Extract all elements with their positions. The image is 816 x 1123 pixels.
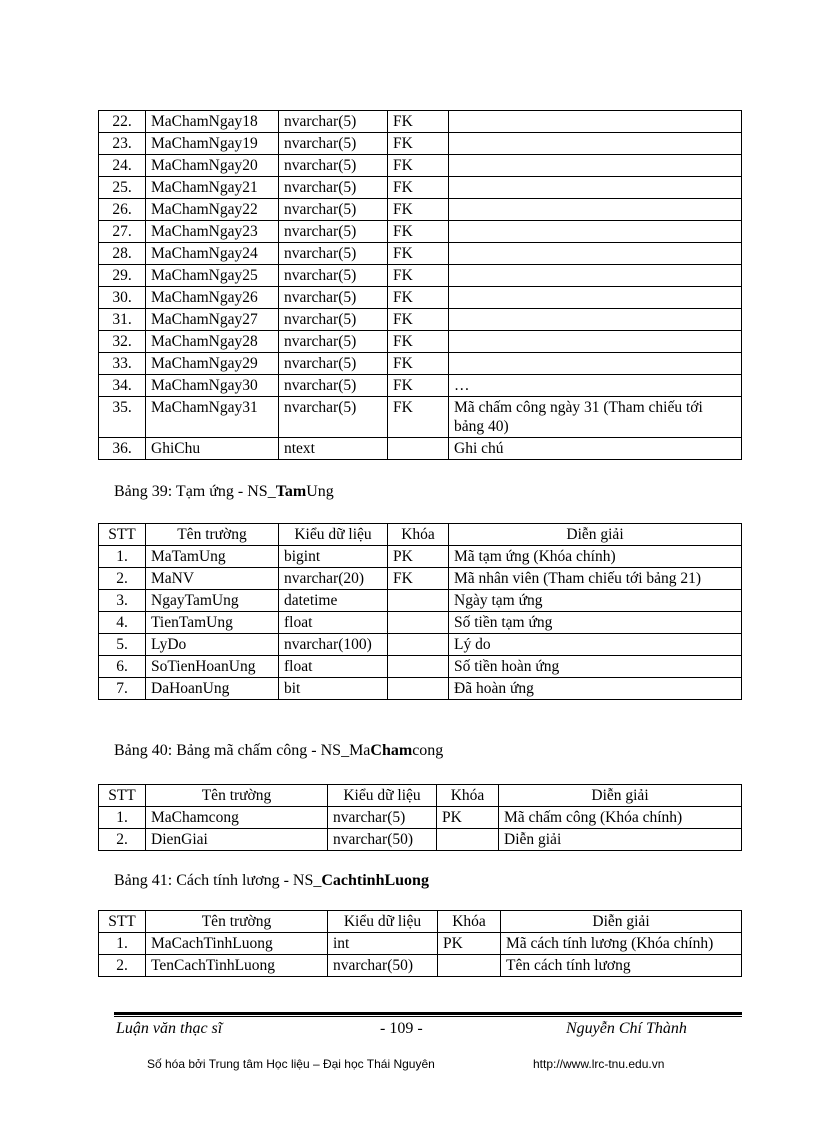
table-cell: 27. (99, 221, 146, 243)
table-40-caption: Bảng 40: Bảng mã chấm công - NS_MaChamcong (114, 742, 444, 759)
table-row (99, 568, 742, 590)
table-row (99, 199, 742, 221)
column-header: STT (99, 911, 146, 933)
table-cell: 29. (99, 265, 146, 287)
table-cell (449, 199, 742, 221)
table-cell: MaChamNgay20 (146, 155, 279, 177)
table-row (99, 933, 742, 955)
table-row (99, 397, 742, 438)
footer-rule-thick (114, 1012, 742, 1015)
column-header: Diễn giải (449, 524, 742, 546)
digitization-note: Số hóa bởi Trung tâm Học liệu – Đại học Thái Nguyên (147, 1057, 435, 1071)
table-cell: 25. (99, 177, 146, 199)
table-cell: DienGiai (146, 829, 328, 851)
column-header: Kiểu dữ liệu (328, 785, 437, 807)
table-cell (388, 678, 449, 700)
table-cell: FK (388, 375, 449, 397)
table-cell: Lý do (449, 634, 742, 656)
table-cell: 1. (99, 546, 146, 568)
table-cell (449, 177, 742, 199)
table-row (99, 331, 742, 353)
table-40-body (99, 807, 742, 851)
table-cell: TenCachTinhLuong (146, 955, 328, 977)
footer-author: Nguyễn Chí Thành (566, 1020, 687, 1037)
column-header: Khóa (437, 785, 499, 807)
table-cell: 31. (99, 309, 146, 331)
table-cell: FK (388, 155, 449, 177)
table-cell: 6. (99, 656, 146, 678)
table-cell: 26. (99, 199, 146, 221)
header-row (99, 911, 742, 933)
table-39-caption: Bảng 39: Tạm ứng - NS_TamUng (114, 483, 334, 500)
table-cell (388, 634, 449, 656)
table-cell: nvarchar(5) (279, 111, 388, 133)
table-row (99, 955, 742, 977)
table-41 (98, 910, 742, 977)
table-row (99, 133, 742, 155)
table-row (99, 243, 742, 265)
table-cell: 34. (99, 375, 146, 397)
table-row (99, 634, 742, 656)
table-cell: FK (388, 568, 449, 590)
table-cell: MaChamNgay23 (146, 221, 279, 243)
header-row (99, 785, 742, 807)
table-cell: FK (388, 397, 449, 438)
column-header: Khóa (438, 911, 501, 933)
table-cell: nvarchar(5) (279, 199, 388, 221)
table-cell: nvarchar(50) (328, 955, 438, 977)
table-cell: FK (388, 265, 449, 287)
table-cell: float (279, 612, 388, 634)
table-cell: 24. (99, 155, 146, 177)
table-cell: MaChamNgay18 (146, 111, 279, 133)
table-cell: Mã chấm công ngày 31 (Tham chiếu tới bảng 40) (449, 397, 742, 438)
table-cell: 2. (99, 955, 146, 977)
table-cell: Ghi chú (449, 438, 742, 460)
table-cell: DaHoanUng (146, 678, 279, 700)
table-cell: Mã chấm công (Khóa chính) (499, 807, 742, 829)
table-cell (449, 155, 742, 177)
table-cell: int (328, 933, 438, 955)
column-header: Tên trường (146, 524, 279, 546)
table-cell: nvarchar(5) (279, 243, 388, 265)
table-41-body (99, 933, 742, 977)
table-40 (98, 784, 742, 851)
table-cell: PK (438, 933, 501, 955)
table-cell: datetime (279, 590, 388, 612)
table-row (99, 375, 742, 397)
table-cell: Diễn giải (499, 829, 742, 851)
table-cell: 3. (99, 590, 146, 612)
table-cell: MaChamNgay30 (146, 375, 279, 397)
table-cell: 28. (99, 243, 146, 265)
table-cell (449, 133, 742, 155)
table-cell (449, 353, 742, 375)
table-cell: 7. (99, 678, 146, 700)
column-header: Kiểu dữ liệu (328, 911, 438, 933)
table-cell: SoTienHoanUng (146, 656, 279, 678)
table-cell: nvarchar(5) (328, 807, 437, 829)
table-38-body (99, 111, 742, 460)
column-header: Kiểu dữ liệu (279, 524, 388, 546)
page-number: - 109 - (380, 1020, 423, 1037)
footer-rule-thin (114, 1016, 742, 1017)
table-41-header (99, 911, 742, 933)
table-cell: 1. (99, 807, 146, 829)
table-cell: 33. (99, 353, 146, 375)
table-40-header (99, 785, 742, 807)
column-header: Tên trường (146, 911, 328, 933)
table-cell (437, 829, 499, 851)
table-cell: 23. (99, 133, 146, 155)
source-url: http://www.lrc-tnu.edu.vn (533, 1057, 665, 1071)
table-cell (388, 656, 449, 678)
table-cell: FK (388, 133, 449, 155)
table-cell: bit (279, 678, 388, 700)
table-cell: 36. (99, 438, 146, 460)
table-cell: nvarchar(5) (279, 309, 388, 331)
table-39 (98, 523, 742, 700)
table-cell (449, 221, 742, 243)
table-41-caption: Bảng 41: Cách tính lương - NS_CachtinhLuong (114, 872, 429, 889)
table-cell (449, 331, 742, 353)
table-row (99, 546, 742, 568)
table-cell: Đã hoàn ứng (449, 678, 742, 700)
table-cell: FK (388, 353, 449, 375)
table-cell: bigint (279, 546, 388, 568)
table-row (99, 265, 742, 287)
column-header: Diễn giải (501, 911, 742, 933)
table-row (99, 111, 742, 133)
table-cell: nvarchar(5) (279, 177, 388, 199)
table-cell: 22. (99, 111, 146, 133)
column-header: Diễn giải (499, 785, 742, 807)
table-row (99, 656, 742, 678)
table-cell: nvarchar(20) (279, 568, 388, 590)
table-cell: FK (388, 111, 449, 133)
table-38-continued (98, 110, 742, 460)
table-cell: 1. (99, 933, 146, 955)
table-row (99, 807, 742, 829)
table-cell: FK (388, 309, 449, 331)
column-header: STT (99, 785, 146, 807)
table-row (99, 612, 742, 634)
table-cell: PK (388, 546, 449, 568)
table-row (99, 678, 742, 700)
column-header: Tên trường (146, 785, 328, 807)
table-cell (449, 243, 742, 265)
table-row (99, 177, 742, 199)
table-row (99, 221, 742, 243)
table-cell: nvarchar(5) (279, 353, 388, 375)
table-cell: Mã cách tính lương (Khóa chính) (501, 933, 742, 955)
table-row (99, 155, 742, 177)
table-cell: nvarchar(5) (279, 133, 388, 155)
table-cell: 2. (99, 829, 146, 851)
table-cell: MaChamNgay21 (146, 177, 279, 199)
table-cell: Mã nhân viên (Tham chiếu tới bảng 21) (449, 568, 742, 590)
table-cell: LyDo (146, 634, 279, 656)
table-cell: MaChamNgay29 (146, 353, 279, 375)
table-cell: TienTamUng (146, 612, 279, 634)
table-cell: MaNV (146, 568, 279, 590)
table-cell: 4. (99, 612, 146, 634)
table-cell: Số tiền tạm ứng (449, 612, 742, 634)
table-39-header (99, 524, 742, 546)
table-cell: FK (388, 221, 449, 243)
table-cell: Tên cách tính lương (501, 955, 742, 977)
table-cell (449, 309, 742, 331)
table-cell (449, 111, 742, 133)
table-cell (388, 438, 449, 460)
table-cell: nvarchar(5) (279, 155, 388, 177)
table-cell: 5. (99, 634, 146, 656)
table-cell: 30. (99, 287, 146, 309)
table-cell: FK (388, 177, 449, 199)
table-row (99, 438, 742, 460)
footer-thesis-label: Luận văn thạc sĩ (116, 1020, 223, 1037)
table-cell: MaChamNgay24 (146, 243, 279, 265)
table-cell: nvarchar(100) (279, 634, 388, 656)
table-cell: ntext (279, 438, 388, 460)
table-cell: MaChamNgay31 (146, 397, 279, 438)
table-cell: MaChamcong (146, 807, 328, 829)
table-cell: MaChamNgay22 (146, 199, 279, 221)
table-cell: GhiChu (146, 438, 279, 460)
table-cell: … (449, 375, 742, 397)
table-cell: nvarchar(50) (328, 829, 437, 851)
table-cell: nvarchar(5) (279, 397, 388, 438)
table-cell: nvarchar(5) (279, 265, 388, 287)
table-cell: Số tiền hoàn ứng (449, 656, 742, 678)
table-cell: nvarchar(5) (279, 375, 388, 397)
table-cell: PK (437, 807, 499, 829)
table-cell: MaChamNgay19 (146, 133, 279, 155)
table-cell: MaChamNgay25 (146, 265, 279, 287)
table-cell: FK (388, 331, 449, 353)
table-cell: Mã tạm ứng (Khóa chính) (449, 546, 742, 568)
table-row (99, 590, 742, 612)
table-cell: MaCachTinhLuong (146, 933, 328, 955)
column-header: Khóa (388, 524, 449, 546)
table-row (99, 287, 742, 309)
table-cell: nvarchar(5) (279, 287, 388, 309)
table-cell: NgayTamUng (146, 590, 279, 612)
table-cell: MaChamNgay27 (146, 309, 279, 331)
column-header: STT (99, 524, 146, 546)
table-cell: float (279, 656, 388, 678)
table-cell: FK (388, 199, 449, 221)
table-cell (449, 287, 742, 309)
table-row (99, 309, 742, 331)
table-cell (449, 265, 742, 287)
table-row (99, 829, 742, 851)
table-cell (388, 612, 449, 634)
table-cell: FK (388, 287, 449, 309)
table-cell: MaChamNgay28 (146, 331, 279, 353)
table-cell: 35. (99, 397, 146, 438)
table-cell: MaChamNgay26 (146, 287, 279, 309)
table-cell: MaTamUng (146, 546, 279, 568)
table-cell: Ngày tạm ứng (449, 590, 742, 612)
table-cell: FK (388, 243, 449, 265)
table-row (99, 353, 742, 375)
table-cell: 2. (99, 568, 146, 590)
table-39-body (99, 546, 742, 700)
header-row (99, 524, 742, 546)
table-cell: nvarchar(5) (279, 331, 388, 353)
table-cell: 32. (99, 331, 146, 353)
table-cell: nvarchar(5) (279, 221, 388, 243)
table-cell (388, 590, 449, 612)
table-cell (438, 955, 501, 977)
